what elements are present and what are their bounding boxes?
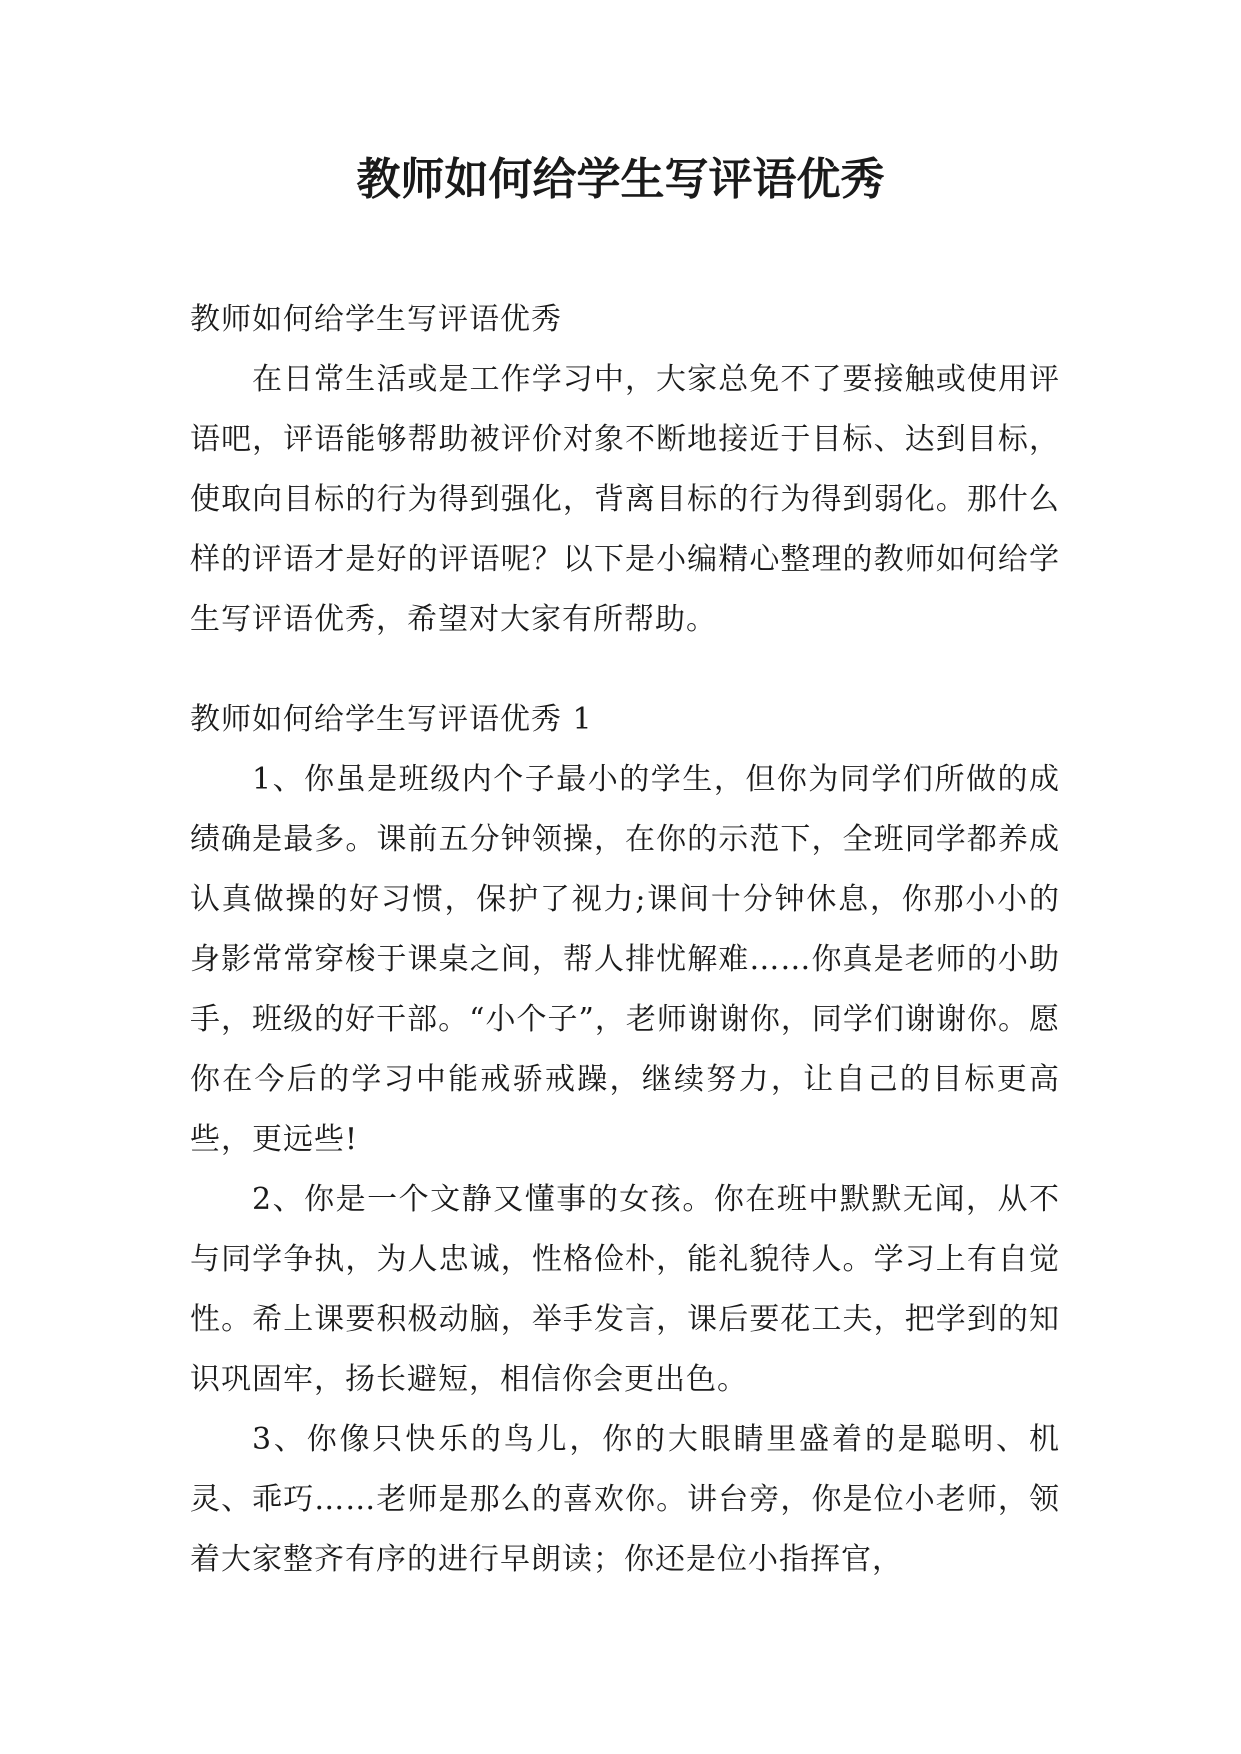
comment-item-2: 2、你是一个文静又懂事的女孩。你在班中默默无闻，从不与同学争执，为人忠诚，性格俭朴，能礼貌待人。学习上有自觉性。希上课要积极动脑，举手发言，课后要花工夫，把学到的知识巩固牢，扬长避短，相信你会更出色。 xyxy=(190,1182,1060,1397)
section-block xyxy=(190,690,1060,1590)
comment-item-3: 3、你像只快乐的鸟儿，你的大眼睛里盛着的是聪明、机灵、乖巧……老师是那么的喜欢你。讲台旁，你是位小老师，领着大家整齐有序的进行早朗读；你还是位小指挥官， xyxy=(190,1422,1060,1577)
comment-item-1: 1、你虽是班级内个子最小的学生，但你为同学们所做的成绩确是最多。课前五分钟领操，在你的示范下，全班同学都养成认真做操的好习惯，保护了视力;课间十分钟休息，你那小小的身影常常穿梭于课桌之间，帮人排忧解难……你真是老师的小助手，班级的好干部。“小个子”，老师谢谢你，同学们谢谢你。愿你在今后的学习中能戒骄戒躁，继续努力，让自己的目标更高些，更远些! xyxy=(190,762,1060,1157)
intro-block xyxy=(190,290,1060,650)
document-title: 教师如何给学生写评语优秀 xyxy=(356,154,885,205)
section-heading: 教师如何给学生写评语优秀 1 xyxy=(190,702,593,737)
intro-paragraph: 在日常生活或是工作学习中，大家总免不了要接触或使用评语吧，评语能够帮助被评价对象不断地接近于目标、达到目标，使取向目标的行为得到强化，背离目标的行为得到弱化。那什么样的评语才是好的评语呢？以下是小编精心整理的教师如何给学生写评语优秀，希望对大家有所帮助。 xyxy=(190,362,1060,637)
intro-heading: 教师如何给学生写评语优秀 xyxy=(190,302,562,337)
